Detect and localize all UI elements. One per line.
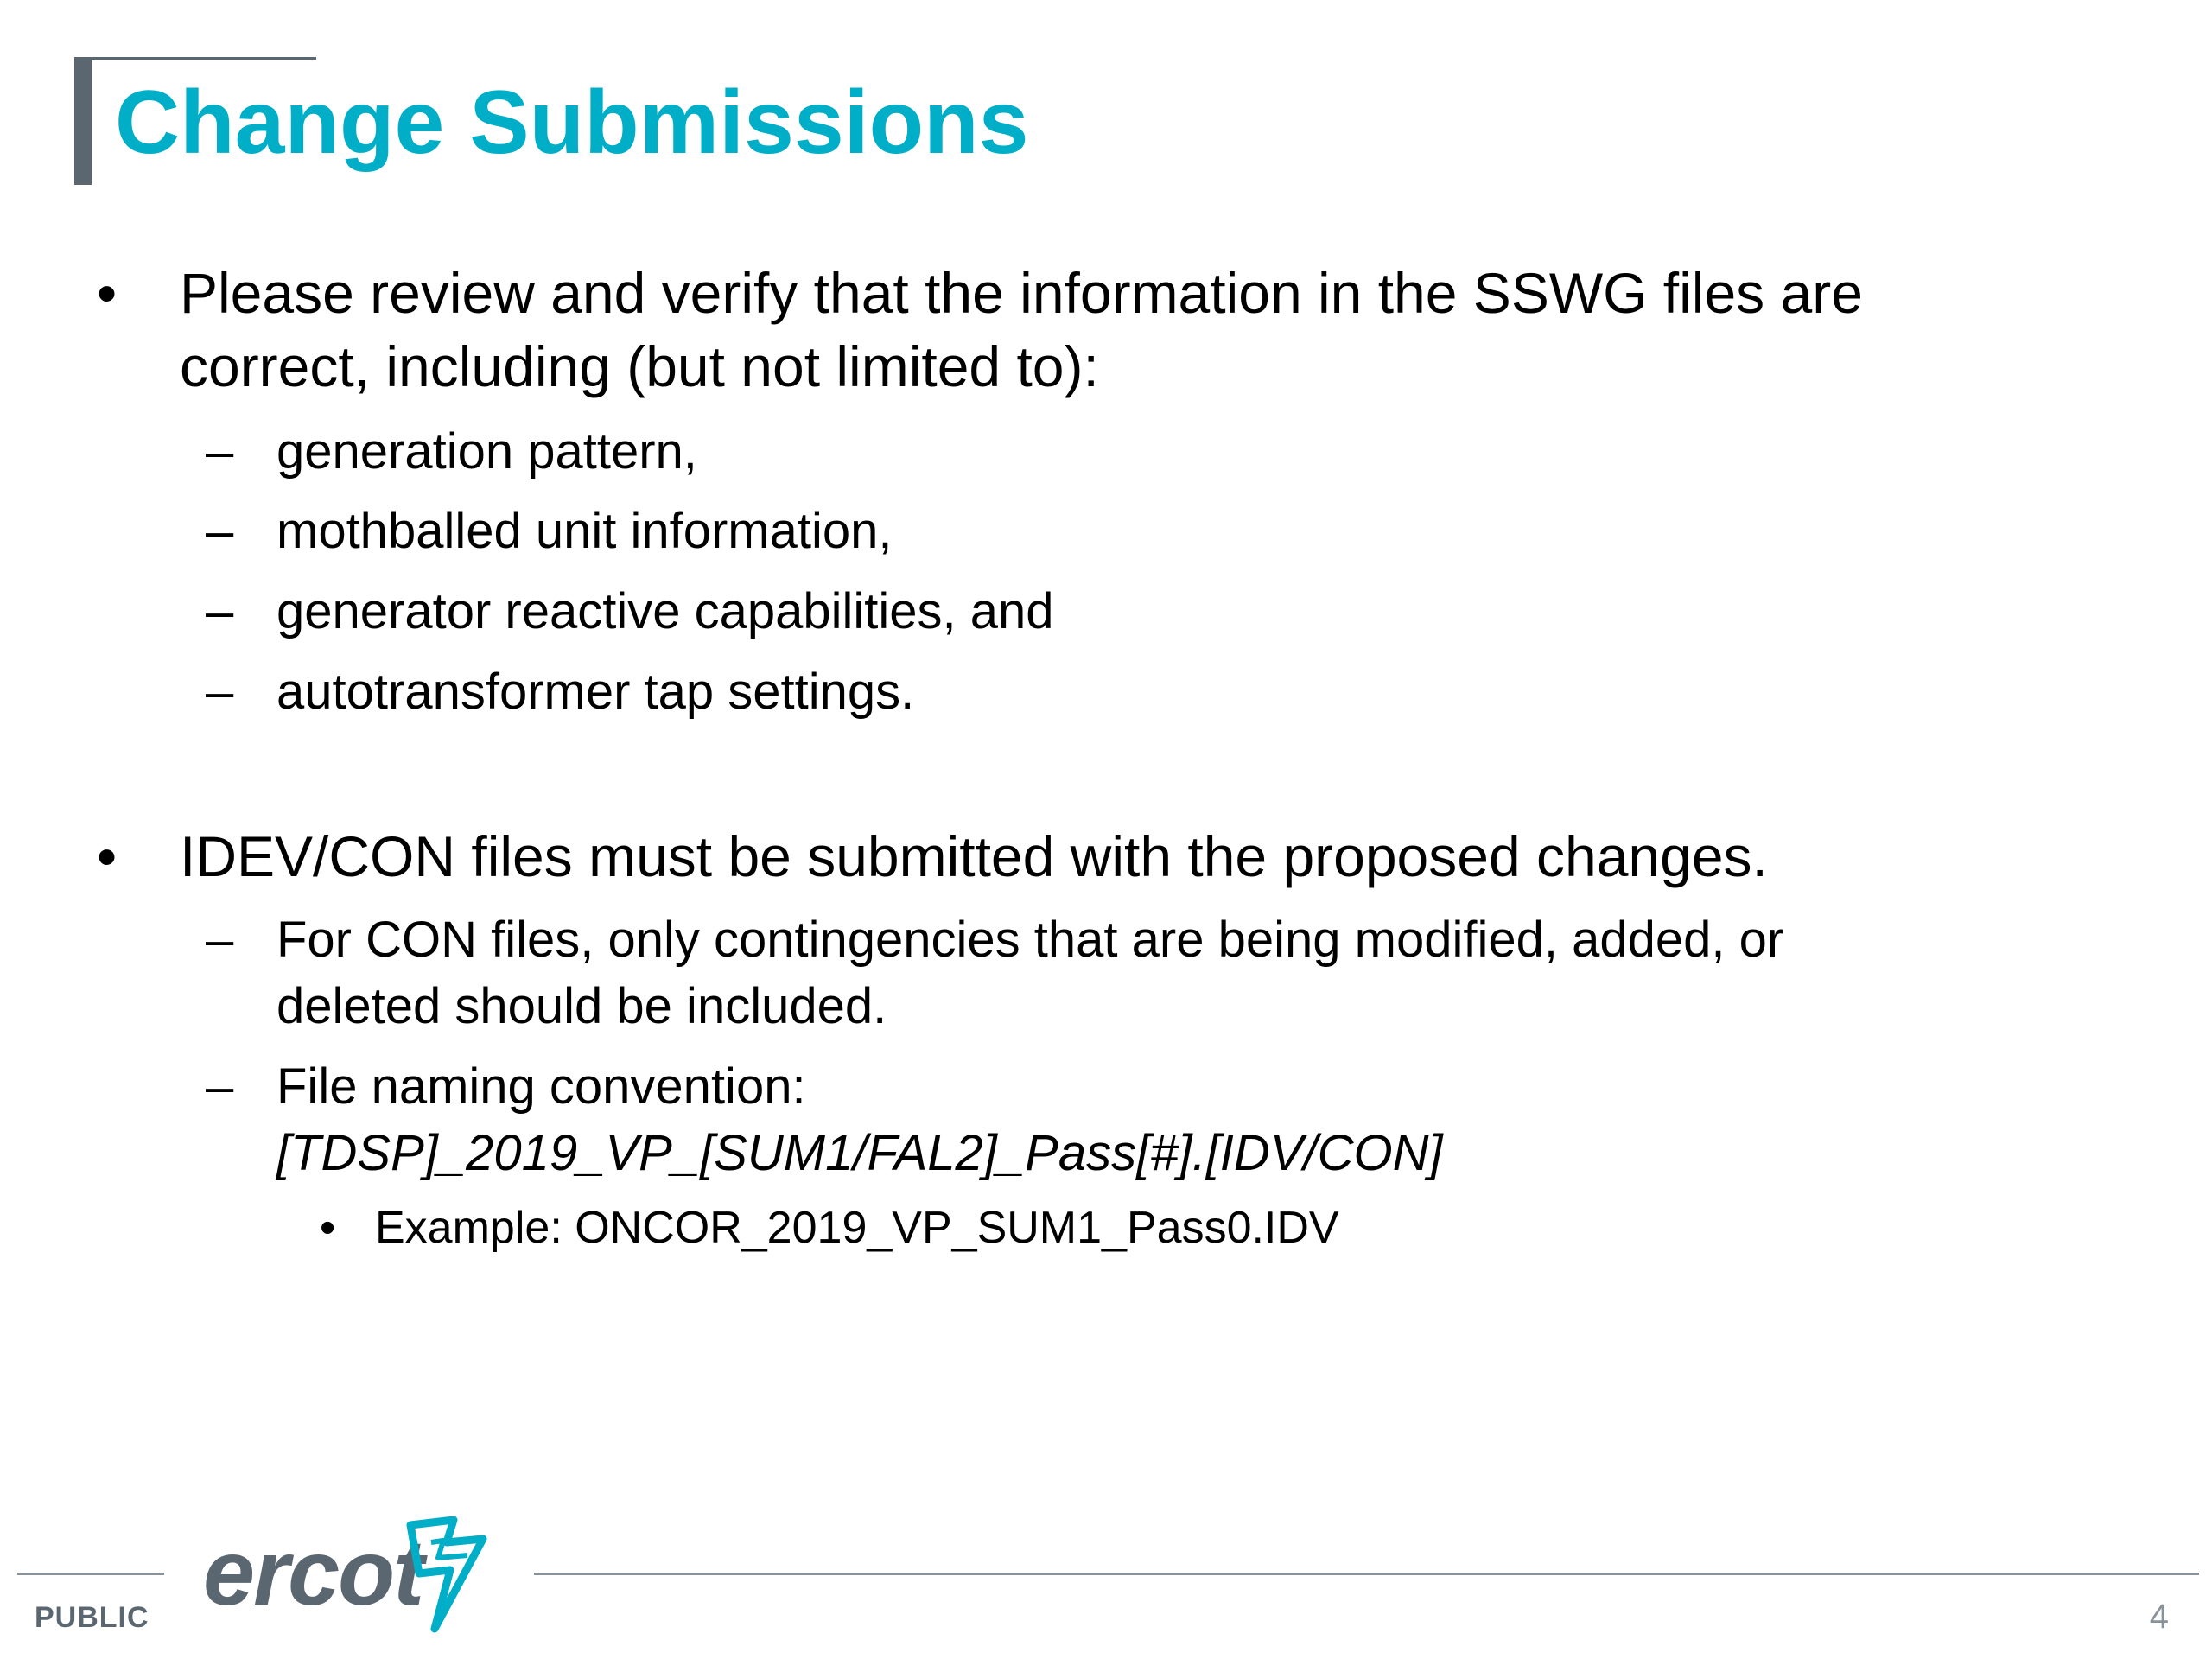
naming-convention-pattern: [TDSP]_2019_VP_[SUM1/FAL2]_Pass[#].[IDV/CON] <box>276 1125 1443 1181</box>
sub-item-con-files-line-2: deleted should be included. <box>276 978 887 1034</box>
title-accent-rule <box>74 57 316 60</box>
bullet-2-line-1: IDEV/CON files must be submitted with the proposed changes. <box>180 824 1768 888</box>
ercot-logo <box>203 1516 497 1637</box>
dash-marker: – <box>206 503 234 559</box>
small-bullet-marker: • <box>320 1203 336 1253</box>
sub-item-mothballed-unit: mothballed unit information, <box>276 503 893 559</box>
bullet-marker: • <box>97 261 118 325</box>
lightning-bolt-icon <box>400 1516 495 1637</box>
bullet-marker: • <box>97 824 118 888</box>
dash-marker: – <box>206 423 234 480</box>
footer-rule-right <box>534 1573 2199 1575</box>
classification-label: PUBLIC <box>35 1601 149 1634</box>
sub-item-naming-convention: File naming convention: <box>276 1058 806 1115</box>
slide-title: Change Submissions <box>115 73 1029 173</box>
sub-item-con-files-line-1: For CON files, only contingencies that are being modified, added, or <box>276 912 1784 968</box>
dash-marker: – <box>206 664 234 720</box>
logo-wordmark: ercot <box>203 1520 423 1624</box>
bullet-1-line-1: Please review and verify that the information in the SSWG files are <box>180 261 1863 325</box>
page-number: 4 <box>2149 1598 2169 1636</box>
sub-item-generation-pattern: generation pattern, <box>276 423 697 480</box>
dash-marker: – <box>206 1058 234 1115</box>
bullet-1-line-2: correct, including (but not limited to): <box>180 334 1099 398</box>
dash-marker: – <box>206 912 234 968</box>
sub-item-autotransformer-tap: autotransformer tap settings. <box>276 664 915 720</box>
footer-rule-left <box>17 1573 164 1575</box>
sub-item-reactive-capabilities: generator reactive capabilities, and <box>276 583 1054 639</box>
dash-marker: – <box>206 583 234 639</box>
naming-example: Example: ONCOR_2019_VP_SUM1_Pass0.IDV <box>375 1203 1339 1253</box>
title-accent-bar <box>74 57 92 185</box>
